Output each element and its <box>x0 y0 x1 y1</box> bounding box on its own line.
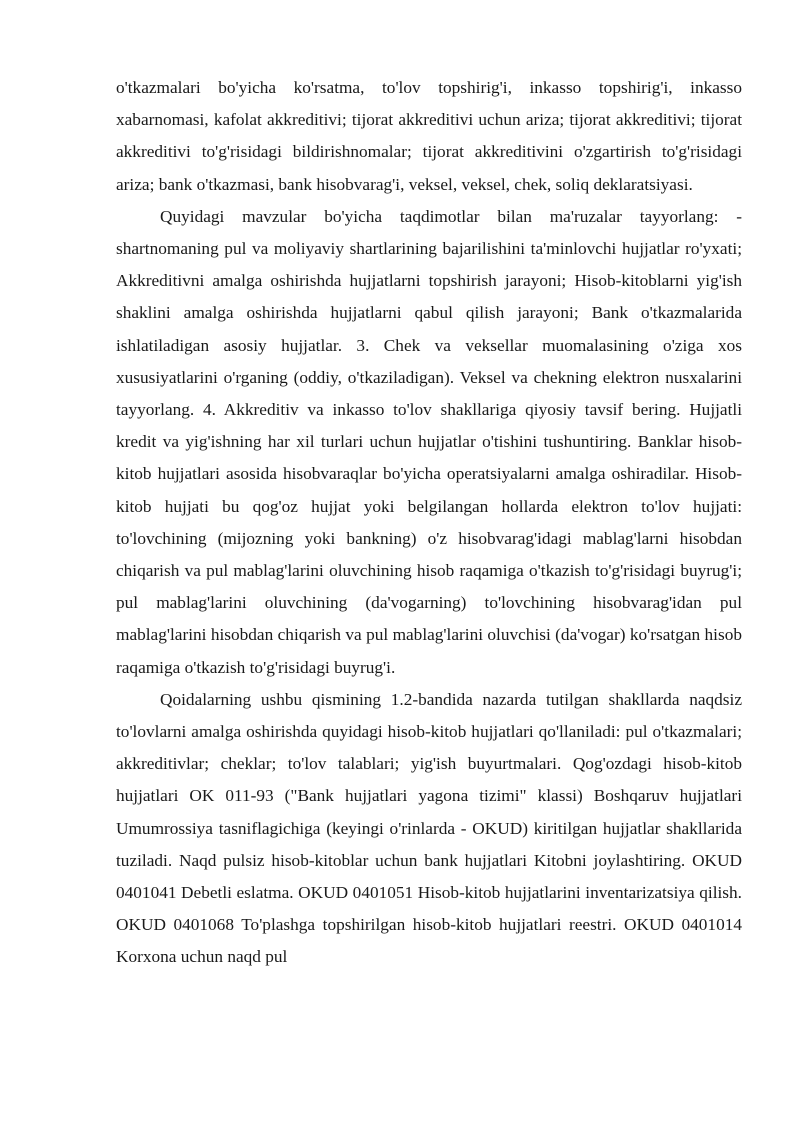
paragraph-presentations: Quyidagi mavzular bo'yicha taqdimotlar bilan ma'ruzalar tayyorlang: - shartnomaning pul va moliyaviy shartlarining bajarilishini ta'minlovchi hujjatlar ro'yxati; Akkreditivni amalga oshirishda hujjatlarni topshirish jarayoni; Hisob-kitoblarni yig'ish shaklini amalga oshirishda hujjatlarni qabul qilish jarayoni; Bank o'tkazmalarida ishlatiladigan asosiy hujjatlar. 3. Chek va veksellar muomalasining o'ziga xos xususiyatlarini o'rganing (oddiy, o'tkaziladigan). Veksel va chekning elektron nusxalarini tayyorlang. 4. Akkreditiv va inkasso to'lov shakllariga qiyosiy tavsif bering. Hujjatli kredit va yig'ishning har xil turlari uchun hujjatlar o'tishini tushuntiring. Banklar hisob-kitob hujjatlari asosida hisobvaraqlar bo'yicha operatsiyalarni amalga oshiradilar. Hisob-kitob hujjati bu qog'oz hujjat yoki belgilangan hollarda elektron to'lov hujjati: to'lovchining (mijozning yoki bankning) o'z hisobvarag'idagi mablag'larni hisobdan chiqarish va pul mablag'larini oluvchining hisob raqamiga o'tkazish to'g'risidagi buyrug'i; pul mablag'larini oluvchining (da'vogarning) to'lovchining hisobvarag'idan pul mablag'larini hisobdan chiqarish va pul mablag'larini oluvchisi (da'vogar) ko'rsatgan hisob raqamiga o'tkazish to'g'risidagi buyrug'i. <box>116 206 742 677</box>
paragraph-continued: o'tkazmalari bo'yicha ko'rsatma, to'lov topshirig'i, inkasso topshirig'i, inkasso xabarnomasi, kafolat akkreditivi; tijorat akkreditivi uchun ariza; tijorat akkreditivi; tijorat akkreditivi to'g'risidagi bildirishnomalar; tijorat akkreditivini o'zgartirish to'g'risidagi ariza; bank o'tkazmasi, bank hisobvarag'i, veksel, veksel, chek, soliq deklaratsiyasi. <box>116 78 742 194</box>
paragraph-settlement-documents: Qoidalarning ushbu qismining 1.2-bandida nazarda tutilgan shakllarda naqdsiz to'lovlarni amalga oshirishda quyidagi hisob-kitob hujjatlari qo'llaniladi: pul o'tkazmalari; akkreditivlar; cheklar; to'lov talablari; yig'ish buyurtmalari. Qog'ozdagi hisob-kitob hujjatlari OK 011-93 ("Bank hujjatlari yagona tizimi" klassi) Boshqaruv hujjatlari Umumrossiya tasniflagichiga (keyingi o'rinlarda - OKUD) kiritilgan hujjatlar shakllarida tuziladi. Naqd pulsiz hisob-kitoblar uchun bank hujjatlari Kitobni joylashtiring. OKUD 0401041 Debetli eslatma. OKUD 0401051 Hisob-kitob hujjatlarini inventarizatsiya qilish. OKUD 0401068 To'plashga topshirilgan hisob-kitob hujjatlari reestri. OKUD 0401014 Korxona uchun naqd pul <box>116 689 742 967</box>
document-body <box>116 72 742 974</box>
